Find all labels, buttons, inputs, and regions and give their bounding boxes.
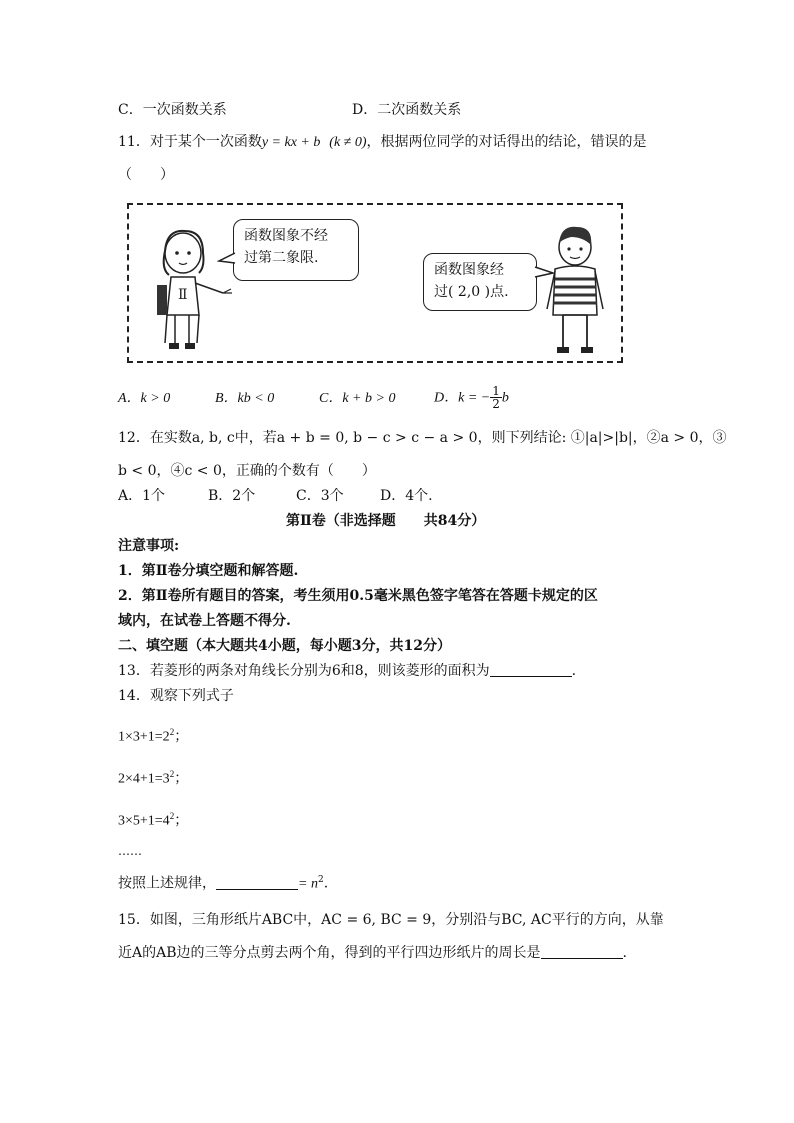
eq3-end: ； xyxy=(174,813,189,829)
q12-option-a: A．1个 xyxy=(118,488,166,504)
q11-options xyxy=(118,385,509,410)
q14-ellipsis: …… xyxy=(118,844,142,858)
q15-line2-text: 近A的AB边的三等分点剪去两个角，得到的平行四边形纸片的周长是 xyxy=(118,945,541,961)
q12-options xyxy=(118,486,433,506)
q11-condition: (k ≠ 0) xyxy=(329,135,367,150)
q11-option-c: C．k + b > 0 xyxy=(319,390,396,406)
q13-end: . xyxy=(571,663,577,679)
boy-speech-bubble xyxy=(423,253,537,311)
eq2-exp: 2 xyxy=(169,769,175,779)
q12-option-d: D．4个. xyxy=(380,488,433,504)
q14-intro: 14．观察下列式子 xyxy=(118,688,234,704)
q13 xyxy=(118,661,576,681)
notes-heading: 注意事项: xyxy=(118,538,180,554)
q11-option-d-fraction xyxy=(490,385,502,410)
fraction-denominator: 2 xyxy=(492,397,500,411)
dialogue-illustration xyxy=(127,203,623,363)
eq2-end: ； xyxy=(174,771,189,787)
eq1-end: ； xyxy=(174,729,189,745)
fraction-numerator: 1 xyxy=(492,384,500,398)
q14-answer-blank[interactable] xyxy=(216,875,298,890)
q11-option-d-suffix: b xyxy=(501,390,509,406)
girl-speech-line2: 过第二象限. xyxy=(244,250,319,266)
girl-bubble-tail xyxy=(217,251,237,267)
girl-speech-line1: 函数图象不经 xyxy=(244,228,328,244)
boy-speech-line2: 过( 2,0 )点. xyxy=(434,284,509,300)
boy-figure-icon xyxy=(537,221,613,355)
eq2-base: 2×4+1=3 xyxy=(118,771,170,787)
q10-option-c: C．一次函数关系 xyxy=(118,102,227,118)
q11-option-a: A．k > 0 xyxy=(118,390,171,406)
eq1-base: 1×3+1=2 xyxy=(118,729,170,745)
q11-option-b: B．kb < 0 xyxy=(215,390,275,406)
q14-rule-end: . xyxy=(323,875,329,892)
q11-answer-paren: （ ） xyxy=(118,167,174,183)
q14-rule xyxy=(118,870,328,895)
q14-eq2 xyxy=(118,764,188,790)
part2-title: 第Ⅱ卷（非选择题 共84分） xyxy=(286,513,486,529)
note-2-line1: 2．第Ⅱ卷所有题目的答案，考生须用0.5毫米黑色签字笔答在答题卡规定的区 xyxy=(118,588,598,604)
q12-line2: b < 0，④c < 0，正确的个数有（ ） xyxy=(118,463,376,479)
q11-formula: y = kx + b xyxy=(261,135,321,150)
q12-option-c: C．3个 xyxy=(296,488,344,504)
q12-line1: 12．在实数a, b, c中，若a + b = 0, b − c > c − a > 0，则下列结论: ①|a|>|b|，②a > 0，③ xyxy=(118,430,727,446)
boy-speech-line1: 函数图象经 xyxy=(434,262,504,278)
q14-eq1 xyxy=(118,722,188,748)
girl-speech-bubble xyxy=(233,219,359,281)
q11-option-d xyxy=(434,385,509,410)
q13-text: 13．若菱形的两条对角线长分别为6和8，则该菱形的面积为 xyxy=(118,663,490,679)
girl-figure-icon xyxy=(145,223,235,353)
q15-line2 xyxy=(118,943,627,963)
q11-option-d-prefix: D．k = − xyxy=(434,390,491,406)
q11-stem-suffix: ，根据两位同学的对话得出的结论，错误的是 xyxy=(366,134,647,150)
q14-rule-prefix: 按照上述规律， xyxy=(118,875,216,892)
q11-stem xyxy=(118,132,647,153)
note-2-line2: 域内，在试卷上答题不得分. xyxy=(118,613,291,629)
svg-text:Ⅱ: Ⅱ xyxy=(178,287,188,303)
q15-answer-blank[interactable] xyxy=(541,944,623,959)
q10-option-d: D．二次函数关系 xyxy=(352,102,462,118)
q11-stem-prefix: 11．对于某个一次函数 xyxy=(118,134,262,150)
q14-rule-suffix: = n xyxy=(298,876,318,892)
q14-eq3 xyxy=(118,806,188,832)
eq3-base: 3×5+1=4 xyxy=(118,813,170,829)
q13-answer-blank[interactable] xyxy=(490,662,572,677)
section-fill-in-heading: 二、填空题（本大题共4小题，每小题3分，共12分） xyxy=(118,638,451,654)
q12-option-b: B．2个 xyxy=(208,488,256,504)
q14-rule-exp: 2 xyxy=(317,875,324,885)
q15-line1: 15．如图，三角形纸片ABC中，AC = 6, BC = 9，分别沿与BC, AC平行的方向，从靠 xyxy=(118,912,664,928)
note-1: 1．第Ⅱ卷分填空题和解答题. xyxy=(118,563,299,579)
eq3-exp: 2 xyxy=(169,811,175,821)
q15-end: . xyxy=(622,945,627,961)
eq1-exp: 2 xyxy=(169,727,175,737)
